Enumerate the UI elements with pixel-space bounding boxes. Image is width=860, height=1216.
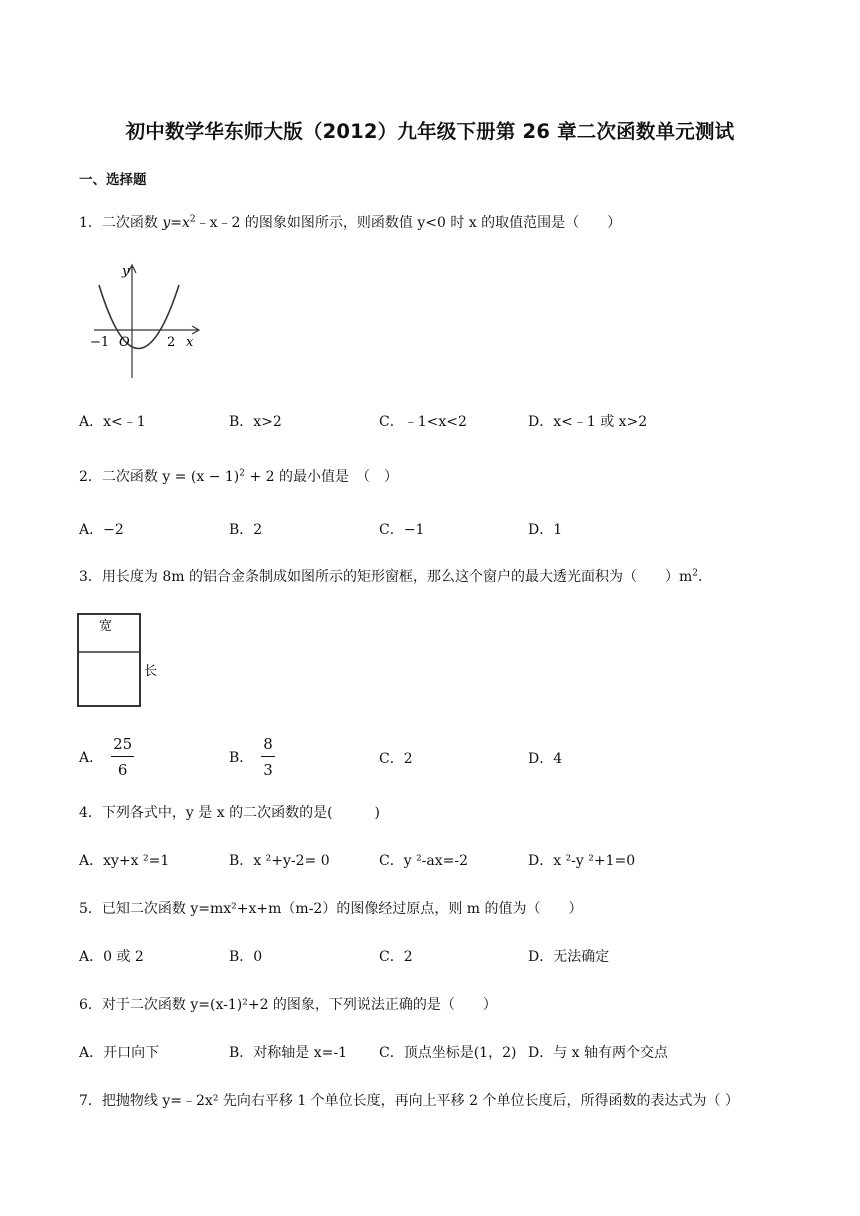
question-2	[79, 466, 398, 486]
question-3-unit-exp: 2	[692, 568, 699, 579]
question-2-option-d[interactable]: D．1	[528, 522, 563, 538]
document-title: 初中数学华东师大版（2012）九年级下册第 26 章二次函数单元测试	[125, 120, 735, 143]
question-4-options	[79, 850, 799, 890]
question-2-number: 2．	[79, 469, 102, 485]
question-6	[79, 994, 497, 1014]
question-2-exp: 2	[239, 468, 246, 479]
question-2-option-c[interactable]: C．−1	[379, 522, 425, 538]
question-1-option-d[interactable]: D．x<﹣1 或 x>2	[528, 414, 648, 430]
question-4-text: 下列各式中，y 是 x 的二次函数的是( )	[101, 805, 380, 821]
tick-label-two: 2	[167, 335, 176, 350]
question-1-formula-exp: 2	[189, 214, 196, 225]
section-heading: 一、选择题	[79, 172, 147, 188]
question-1-formula-rest: ﹣x﹣2	[195, 215, 241, 231]
question-5	[79, 898, 583, 918]
question-5-option-c[interactable]: C．2	[379, 949, 413, 965]
question-6-number: 6．	[79, 997, 102, 1013]
question-6-option-d[interactable]: D．与 x 轴有两个交点	[528, 1045, 669, 1061]
question-4-option-a[interactable]: A．xy+x ²=1	[79, 853, 170, 869]
question-3-options	[79, 734, 799, 782]
question-3-option-b-fraction	[261, 734, 275, 780]
fraction-denominator: 3	[263, 761, 273, 779]
y-axis-label: y	[122, 264, 130, 279]
question-7-number: 7．	[79, 1093, 102, 1109]
question-4-option-d[interactable]: D．x ²-y ²+1=0	[528, 853, 636, 869]
question-3-text: 用长度为 8m 的铝合金条制成如图所示的矩形窗框，那么这个窗户的最大透光面积为（ ）m	[101, 569, 693, 585]
question-2-option-a[interactable]: A．−2	[79, 522, 124, 538]
question-1	[79, 212, 621, 232]
question-7	[79, 1090, 739, 1110]
question-1-formula: y=x	[162, 215, 190, 231]
length-label: 长	[144, 664, 158, 679]
fraction-denominator: 6	[117, 761, 128, 779]
window-frame-figure	[76, 612, 166, 710]
question-3-option-a-prefix: A．	[79, 750, 104, 766]
question-5-text: 已知二次函数 y=mx²+x+m（m-2）的图像经过原点，则 m 的值为（ ）	[101, 901, 583, 917]
question-4-number: 4．	[79, 805, 102, 821]
question-1-option-c[interactable]: C．﹣1<x<2	[379, 414, 467, 430]
question-4-option-b[interactable]: B．x ²+y-2= 0	[229, 853, 330, 869]
question-5-option-d[interactable]: D．无法确定	[528, 949, 610, 965]
question-4	[79, 802, 380, 822]
question-1-text-b: 的图象如图所示，则函数值 y<0 时 x 的取值范围是（ ）	[240, 215, 622, 231]
question-7-text: 把抛物线 y=﹣2x² 先向右平移 1 个单位长度，再向上平移 2 个单位长度后，所得函数的表达式为（ ）	[101, 1093, 739, 1109]
question-5-option-a[interactable]: A．0 或 2	[79, 949, 144, 965]
question-3-option-c[interactable]: C．2	[379, 751, 413, 767]
question-1-number: 1．	[79, 215, 102, 231]
x-axis-label: x	[186, 335, 194, 350]
question-6-text: 对于二次函数 y=(x-1)²+2 的图象，下列说法正确的是（ ）	[101, 997, 497, 1013]
question-6-option-a[interactable]: A．开口向下	[79, 1045, 160, 1061]
question-3-option-b-prefix: B．	[229, 750, 254, 766]
question-6-option-b[interactable]: B．对称轴是 x=-1	[229, 1045, 348, 1061]
question-1-options	[79, 411, 799, 451]
question-2-text-b: + 2 的最小值是 （ ）	[245, 469, 399, 485]
question-2-text-a: 二次函数 y = (x − 1)	[101, 469, 240, 485]
width-label: 宽	[99, 619, 113, 634]
question-5-number: 5．	[79, 901, 102, 917]
question-5-options	[79, 946, 799, 986]
question-2-options	[79, 519, 799, 559]
question-5-option-b[interactable]: B．0	[229, 949, 263, 965]
fraction-numerator: 25	[111, 734, 134, 757]
question-1-option-a[interactable]: A．x<﹣1	[79, 414, 146, 430]
question-4-option-c[interactable]: C．y ²-ax=-2	[379, 853, 469, 869]
parabola-graph-figure	[86, 260, 208, 380]
question-3	[79, 566, 712, 586]
question-6-option-c[interactable]: C．顶点坐标是(1，2)	[379, 1045, 517, 1061]
question-1-option-b[interactable]: B．x>2	[229, 414, 282, 430]
question-3-option-a-fraction	[111, 734, 134, 780]
question-3-number: 3．	[79, 569, 102, 585]
question-3-option-b[interactable]	[229, 734, 275, 780]
tick-label-neg-one: −1	[90, 335, 110, 350]
origin-label: O	[119, 335, 130, 350]
fraction-numerator: 8	[261, 734, 275, 757]
question-6-options	[79, 1042, 799, 1082]
question-3-option-a[interactable]	[79, 734, 134, 780]
question-3-option-d[interactable]: D．4	[528, 751, 563, 767]
question-1-text-a: 二次函数	[101, 215, 163, 231]
question-3-tail: ．	[698, 569, 713, 585]
question-2-option-b[interactable]: B．2	[229, 522, 263, 538]
